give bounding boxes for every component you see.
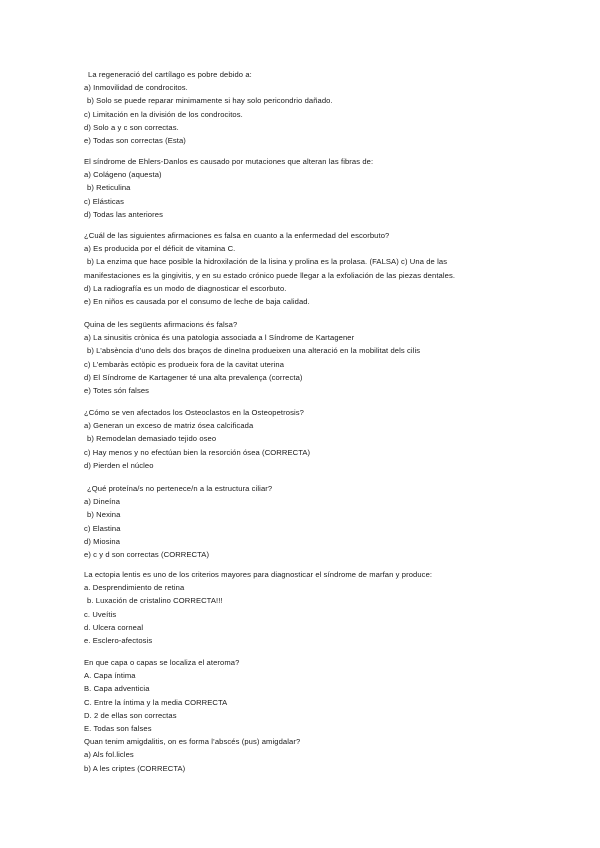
answer-option: e) En niños es causada por el consumo de leche de baja calidad. [84, 296, 310, 306]
answer-option: c) Elastina [84, 523, 121, 533]
question-stem: La ectopia lentis es uno de los criterios mayores para diagnosticar el síndrome de marfan y produce: [84, 570, 433, 579]
answer-option: B. Capa adventicia [84, 684, 150, 694]
answer-option: b) Solo se puede reparar minimamente si hay solo pericondrio dañado. [87, 96, 333, 106]
answer-option: b. Luxación de cristalino CORRECTA!!! [87, 596, 223, 606]
answer-option: b) A les criptes (CORRECTA) [84, 763, 186, 773]
question-6 [0, 482, 600, 561]
question-1 [0, 68, 600, 147]
answer-option: E. Todas son falses [84, 723, 152, 733]
question-stem: Quina de les següents afirmacions és falsa? [84, 320, 238, 329]
question-4 [0, 318, 600, 397]
answer-option: d) Todas las anteriores [84, 209, 163, 219]
answer-option: d) Solo a y c son correctas. [84, 122, 179, 132]
answer-option: c) Limitación en la división de los condrocitos. [84, 109, 243, 119]
question-stem: ¿Cuál de las siguientes afirmaciones es falsa en cuanto a la enfermedad del escorbuto? [84, 231, 390, 240]
answer-option: a) La sinusitis crònica és una patologia associada a l Síndrome de Kartagener [84, 333, 355, 343]
question-stem: La regeneració del cartílago es pobre debido a: [88, 70, 252, 79]
question-5 [0, 406, 600, 472]
answer-option: a) Generan un exceso de matriz ósea calcificada [84, 421, 254, 431]
answer-option: a) Als fol.licles [84, 750, 134, 760]
question-3 [0, 229, 600, 308]
answer-option: D. 2 de ellas son correctas [84, 710, 177, 720]
answer-option: d) La radiografía es un modo de diagnosticar el escorbuto. [84, 283, 287, 293]
answer-option: c. Uveítis [84, 609, 117, 619]
question-stem: El síndrome de Ehlers-Danlos es causado por mutaciones que alteran las fibras de: [84, 157, 374, 166]
answer-option: c) Elásticas [84, 196, 125, 206]
answer-option: c) L’embaràs ectòpic es produeix fora de la cavitat uterina [84, 359, 285, 369]
question-8 [0, 656, 600, 775]
answer-option: d. Ulcera corneal [84, 622, 144, 632]
answer-option: e) c y d son correctas (CORRECTA) [84, 549, 210, 559]
answer-option: b) Remodelan demasiado tejido oseo [87, 434, 217, 444]
answer-option: e) Totes són falses [84, 385, 150, 395]
answer-option: e) Todas son correctas (Esta) [84, 135, 186, 145]
question-7 [0, 568, 600, 647]
question-2 [0, 155, 600, 221]
answer-option: c) Hay menos y no efectúan bien la resorción ósea (CORRECTA) [84, 447, 311, 457]
question-stem: ¿Qué proteína/s no pertenece/n a la estructura ciliar? [87, 484, 273, 493]
question-stem: En que capa o capas se localiza el ateroma? [84, 658, 240, 667]
answer-option: a. Desprendimiento de retina [84, 583, 185, 593]
answer-option: b) La enzima que hace posible la hidroxilación de la lisina y prolina es la prolasa. (FALSA) c) Una de las [87, 257, 448, 267]
answer-option: manifestaciones es la gingivitis, y en su estado crónico puede llegar a la exfoliación de las piezas dentales. [84, 270, 456, 280]
answer-option: d) El Síndrome de Kartagener té una alta prevalença (correcta) [84, 372, 303, 382]
answer-option: b) Reticulina [87, 183, 131, 193]
answer-option: C. Entre la íntima y la media CORRECTA [84, 697, 228, 707]
question-stem: ¿Cómo se ven afectados los Osteoclastos en la Osteopetrosis? [84, 408, 304, 417]
question-stem: Quan tenim amigdalitis, on es forma l’abscés (pus) amigdalar? [84, 737, 301, 747]
answer-option: a) Inmovilidad de condrocitos. [84, 83, 188, 93]
answer-option: a) Dineína [84, 497, 121, 507]
answer-option: A. Capa íntima [84, 671, 136, 681]
answer-option: a) Es producida por el déficit de vitamina C. [84, 244, 236, 254]
answer-option: e. Esclero-afectosis [84, 635, 153, 645]
answer-option: a) Colágeno (aquesta) [84, 170, 162, 180]
answer-option: b) Nexina [87, 510, 121, 520]
answer-option: d) Miosina [84, 536, 121, 546]
answer-option: d) Pierden el núcleo [84, 460, 154, 470]
answer-option: b) L’absència d’uno dels dos braços de dineïna produeixen una alteració en la mobilitat dels cilis [87, 346, 421, 356]
